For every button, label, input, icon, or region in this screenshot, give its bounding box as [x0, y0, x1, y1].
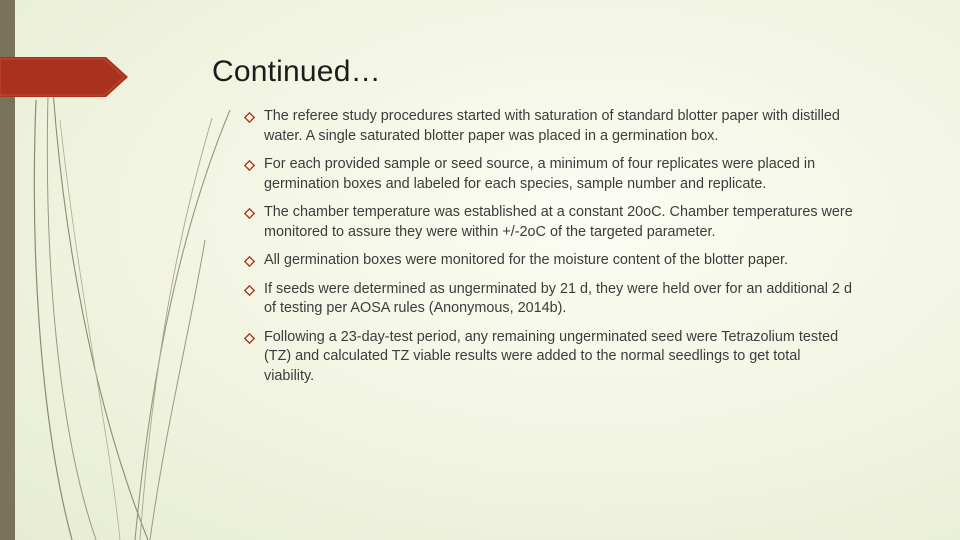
- diamond-outline-icon: [244, 256, 255, 267]
- bullet-item: [244, 251, 854, 271]
- diamond-outline-icon: [244, 160, 255, 171]
- bullet-text: If seeds were determined as ungerminated by 21 d, they were held over for an additional 2 d of testing per AOSA rules (Anonymous, 2014b).: [264, 280, 852, 316]
- slide-title: Continued…: [212, 55, 381, 88]
- bullet-item: [244, 155, 854, 194]
- bullet-item: [244, 328, 854, 387]
- bullet-text: The referee study procedures started with saturation of standard blotter paper with distilled water. A single saturated blotter paper was placed in a germination box.: [264, 108, 840, 144]
- bullet-item: [244, 280, 854, 319]
- bullet-text: The chamber temperature was established at a constant 20oC. Chamber temperatures were monitored to assure they were within +/-2oC of the targeted parameter.: [264, 204, 853, 240]
- bullet-text: Following a 23-day-test period, any remaining ungerminated seed were Tetrazolium tested (TZ) and calculated TZ viable results were added to the normal seedlings to get total viability.: [264, 328, 839, 384]
- diamond-outline-icon: [244, 112, 255, 123]
- bullet-item: [244, 203, 854, 242]
- diamond-outline-icon: [244, 333, 255, 344]
- diamond-outline-icon: [244, 208, 255, 219]
- bullet-list: [244, 107, 854, 395]
- diamond-outline-icon: [244, 285, 255, 296]
- bullet-text: For each provided sample or seed source, a minimum of four replicates were placed in germination boxes and labeled for each species, sample number and replicate.: [264, 156, 816, 192]
- bullet-text: All germination boxes were monitored for the moisture content of the blotter paper.: [264, 252, 788, 268]
- accent-tab: [0, 57, 128, 97]
- bullet-item: [244, 107, 854, 146]
